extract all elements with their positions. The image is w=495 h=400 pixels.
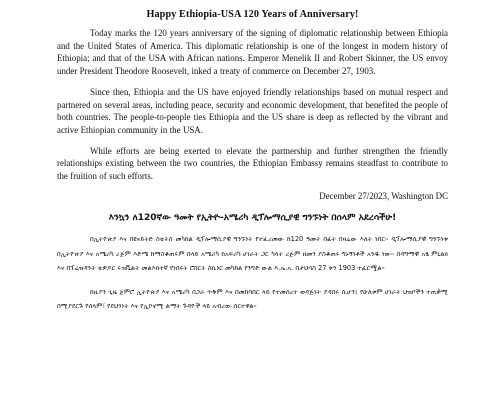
paragraph-1: Today marks the 120 years anniversary of the signing of diplomatic relationship between Ethiopia and the United States of America. This diplomatic relationship is one of the longest in modern history of Ethiopia; and that of the USA with African nations. Emperor Menelik II and Robert Skinner, the US envoy under President Theodore Roosevelt, inked a treaty of commerce on December 27, 1903. [57, 28, 448, 77]
paragraph-2: Since then, Ethiopia and the US have enjoyed friendly relationships based on mutual respect and partnered on several areas, including peace, security and economic development, that benefited the people of both countries. The people-to-people ties Ethiopia and the US share is deep as reflected by the vibrant and active Ethiopian community in the USA. [57, 86, 448, 135]
amharic-paragraph-2: ከዚያን ጊዜ ጀምሮ ኢትዮጵያ እና አሜሪካ በጋራ ጥቅም እና በመከባበር ላይ የተመሰረተ ወዳጅነት ያዳበሩ ሲሆን፤ የሁለቱም ሀገራት ህዝቦችን ተጠቃሚ በሚያደርጉ የሰላም፣ የደህንነት እና የኢኮኖሚ ልማት ጉዳዮች ላይ አብረው ሰርተዋል። [57, 288, 448, 311]
paragraph-3: While efforts are being exerted to elevate the partnership and further strengthen the friendly relationships existing between the two countries, the Ethiopian Embassy remains steadfast to contribute to the fruition of such efforts. [57, 145, 448, 182]
document-title: Happy Ethiopia-USA 120 Years of Anniversary! [146, 9, 359, 20]
amharic-title: እንኳን ለ120ኛው ዓመት የኢትዮ-አሜሪካ ዲፕሎማሲያዊ ግንኙነት በሰላም አደረሳችሁ! [108, 213, 397, 224]
date-location-line: December 27/2023, Washington DC [319, 190, 448, 201]
amharic-paragraph-1: በኢትዮጵያ እና በዩናይትድ ስቴትስ መካከል ዲፕሎማሲያዊ ግንኙነት የተፈረመው ከ120 ዓመት በፊት በዛሬው እለት ነበር። ዲፕሎማሲያዊ ግንኙነቱ በኢትዮጵያ እና አሜሪካ ረጅም እድሜ ከማስቆጠሩም በላይ አሜሪካ ከአፍሪካ ሀገራት ጋር ካላት ረጅም ዘመን ያስቆጠሩ ግኑኝነቶች አንዱ ነው። በዳግማዊ አፄ ምኒልክ እና በፕሬዝዳንት ቴዎዶር ሩዝቬልት መልእክተኛ የነበሩት ሮበርት ስኪነር መካከል የንግድ ውል እ.ኤ.አ. በታህሳስ 27 ቀን 1903 ተፈርሟል። [57, 235, 448, 272]
